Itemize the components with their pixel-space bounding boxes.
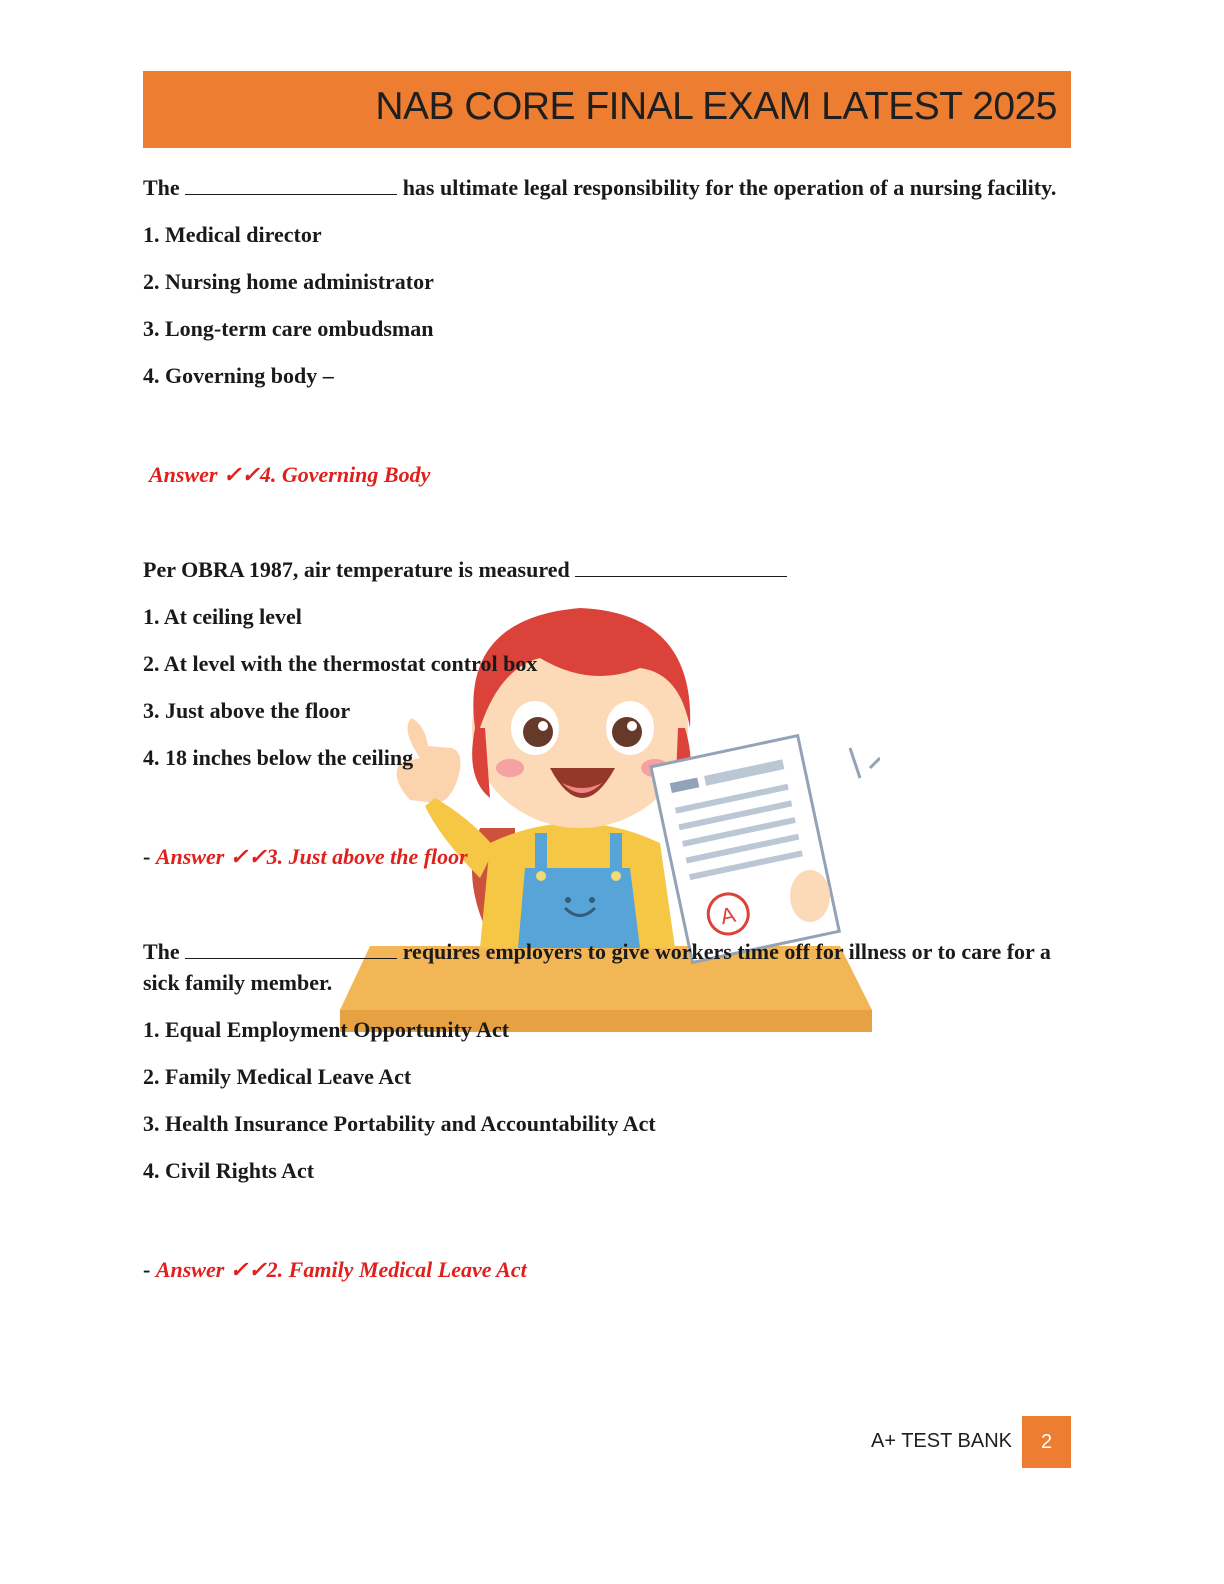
- option-4: 4. 18 inches below the ceiling: [143, 745, 414, 770]
- option-4: 4. Civil Rights Act: [143, 1158, 315, 1183]
- question-2: [143, 554, 1073, 872]
- blank-line: [575, 556, 787, 577]
- option-1: 1. Equal Employment Opportunity Act: [143, 1017, 510, 1042]
- blank-line: [185, 938, 397, 959]
- option-1: 1. At ceiling level: [143, 604, 302, 629]
- option-3: 3. Just above the floor: [143, 698, 351, 723]
- footer-label: A+ TEST BANK: [871, 1430, 1012, 1452]
- option-3: 3. Health Insurance Portability and Accountability Act: [143, 1111, 656, 1136]
- answer-line: Answer ✓✓4. Governing Body: [149, 462, 431, 487]
- question-1: [143, 172, 1073, 490]
- answer-line: - Answer ✓✓2. Family Medical Leave Act: [143, 1257, 527, 1282]
- answer-line: - Answer ✓✓3. Just above the floor: [143, 844, 468, 869]
- page-number: 2: [1022, 1416, 1071, 1468]
- option-2: 2. Nursing home administrator: [143, 269, 434, 294]
- option-1: 1. Medical director: [143, 222, 322, 247]
- question-3: [143, 936, 1073, 1285]
- question-text: Per OBRA 1987, air temperature is measured: [143, 554, 1073, 585]
- option-4: 4. Governing body –: [143, 363, 334, 388]
- option-3: 3. Long-term care ombudsman: [143, 316, 434, 341]
- svg-text:A: A: [718, 901, 738, 930]
- question-text: The requires employers to give workers time off for illness or to care for a sick family member.: [143, 939, 1051, 995]
- page-title: NAB CORE FINAL EXAM LATEST 2025: [375, 85, 1057, 128]
- option-2: 2. At level with the thermostat control box: [143, 651, 538, 676]
- question-text: The has ultimate legal responsibility for the operation of a nursing facility.: [143, 175, 1057, 200]
- blank-line: [185, 174, 397, 195]
- option-2: 2. Family Medical Leave Act: [143, 1064, 412, 1089]
- header-bar: [143, 71, 1071, 148]
- question-list: [143, 172, 1073, 1285]
